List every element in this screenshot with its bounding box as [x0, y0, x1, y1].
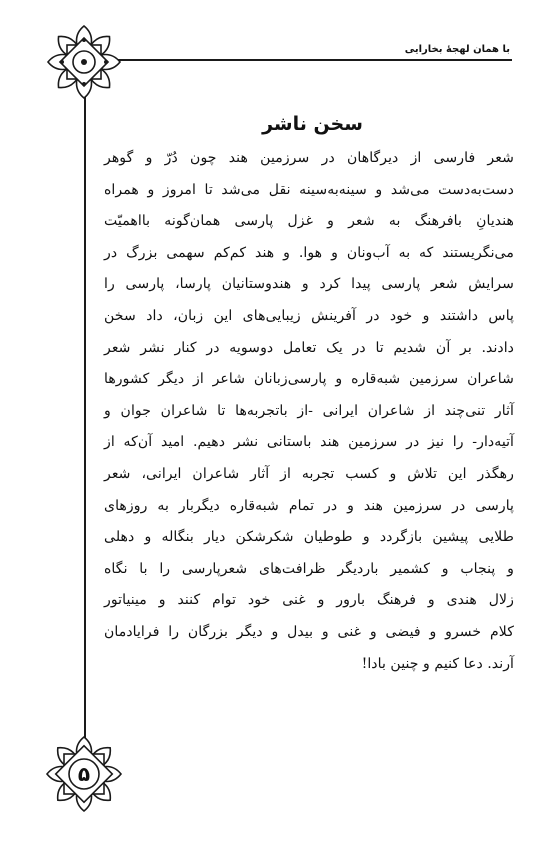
text-line: پاس داشتند و خود در آفرینش زیبایی‌های این زبان، داد سخن	[104, 307, 514, 324]
text-line: دست‌به‌دست می‌شد و سینه‌به‌سینه نقل می‌شد تا امروز و همراه	[104, 181, 514, 198]
text-line: پارسی در سرزمین هند و در تمام شبه‌قاره دیگربار به روزهای	[104, 497, 514, 514]
margin-rule	[84, 72, 86, 738]
text-line: آتیه‌دار- را نیز در سرزمین هند باستانی نشر دهیم. امید آن‌که از	[104, 434, 514, 451]
page-number: ۵	[77, 762, 91, 786]
text-line: می‌نگریستند که به آب‌ونان و هوا. و هند کم‌کم سهمی بزرگ در	[104, 244, 514, 261]
text-line: رهگذر این تلاش و کسب تجربه از آثار شاعران ایرانی، شعر	[104, 465, 514, 482]
text-line: زلال هندی و فرهنگ بارور و غنی خود توام کنند و مینیاتور	[104, 592, 514, 609]
text-line: کلام خسرو و فیضی و غنی و بیدل و دیگر بزرگان را فرایادمان	[104, 623, 514, 640]
text-line: دادند. بر آن شدیم تا در یک تعامل دوسویه در کنار نشر شعر	[104, 339, 514, 356]
text-line: طلایی پیشین بازگردد و طوطیان شکرشکن دیار بنگاله و دهلی	[104, 529, 514, 546]
top-corner-ornament-icon	[44, 22, 124, 102]
text-line: آرند. دعا کنیم و چنین بادا!	[361, 655, 514, 672]
section-title: سخن ناشر	[262, 113, 363, 135]
running-head: با همان لهجهٔ بخارایی	[404, 44, 510, 55]
text-line: هندیانِ بافرهنگ به شعر و غزل پارسی همان‌گونه بااهمیّت	[104, 213, 514, 230]
text-line: شاعران سرزمین شبه‌قاره و پارسی‌زبانان شاعر از دیگر کشورها	[104, 371, 514, 388]
text-line: و پنجاب و کشمیر باردیگر ظرافت‌های شعرپارسی را با نگاه	[104, 560, 514, 577]
text-line: سرایش شعر پارسی پیدا کرد و هندوستانیان پارسا، پارسی را	[104, 276, 514, 293]
header-rule	[112, 59, 512, 61]
text-line: شعر فارسی از دیرگاهان در سرزمین هند چون دُرّ و گوهر	[104, 150, 514, 166]
body-text	[104, 143, 514, 680]
text-line: آثار تنی‌چند از شاعران ایرانی -از باتجربه‌ها تا شاعران جوان و	[104, 402, 514, 419]
